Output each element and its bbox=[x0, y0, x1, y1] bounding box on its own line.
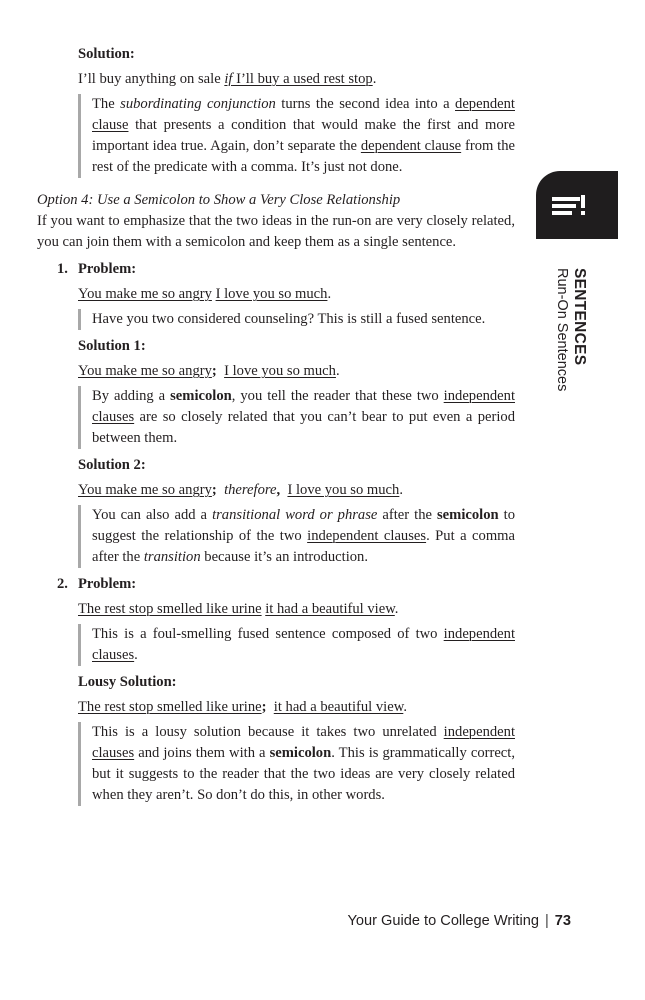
item2-lousy-note: This is a lousy solution because it takes two unrelated independent clauses and joins them with a semicolon. This is grammatically correct, but it suggests to the reader that the two ideas are very closely related when they aren’t. So don’t do this, in other words. bbox=[78, 722, 515, 806]
item1-problem-heading: 1. Problem: bbox=[57, 261, 137, 277]
item1-solution2-note: You can also add a transitional word or phrase after the semicolon to suggest the relationship of the two independent clauses. Put a comma after the transition because it’s an introduction. bbox=[78, 505, 515, 568]
chapter-subtitle: Run-On Sentences bbox=[554, 268, 570, 392]
item2-problem-sentence: The rest stop smelled like urine it had a beautiful view. bbox=[78, 601, 399, 617]
item1-solution1-sentence: You make me so angry; I love you so much. bbox=[78, 363, 340, 379]
solution-sentence: I’ll buy anything on sale if I’ll buy a used rest stop. bbox=[78, 71, 377, 87]
solution-explanation: The subordinating conjunction turns the second idea into a dependent clause that presents a condition that would make the first and more important idea true. Again, don’t separate the dependent clause from the rest of the predicate with a comma. It’s just not done. bbox=[78, 94, 515, 178]
item2-problem-heading: 2. Problem: bbox=[57, 576, 137, 592]
item2-lousy-heading: Lousy Solution: bbox=[78, 674, 177, 690]
item1-problem-note: Have you two considered counseling? This is still a fused sentence. bbox=[78, 309, 515, 330]
option4-intro: If you want to emphasize that the two ideas in the run-on are very closely related, you can join them with a semicolon and keep them as a single sentence. bbox=[37, 213, 515, 250]
footer-separator: | bbox=[544, 913, 549, 929]
page-number: 73 bbox=[554, 913, 571, 929]
item1-solution2-sentence: You make me so angry; therefore, I love you so much. bbox=[78, 482, 403, 498]
sentence-lines-icon bbox=[552, 193, 588, 217]
item1-problem-sentence: You make me so angry I love you so much. bbox=[78, 286, 332, 302]
item2-lousy-sentence: The rest stop smelled like urine; it had a beautiful view. bbox=[78, 699, 407, 715]
option4-title: Option 4: Use a Semicolon to Show a Very Close Relationship bbox=[37, 192, 401, 208]
chapter-tab bbox=[536, 171, 618, 239]
item1-solution1-heading: Solution 1: bbox=[78, 338, 146, 354]
item1-solution1-note: By adding a semicolon, you tell the reader that these two independent clauses are so closely related that you can’t bear to put even a period between them. bbox=[78, 386, 515, 449]
chapter-title: SENTENCES bbox=[571, 268, 588, 366]
item2-problem-note: This is a foul-smelling fused sentence composed of two independent clauses. bbox=[78, 624, 515, 666]
item1-solution2-heading: Solution 2: bbox=[78, 457, 146, 473]
page-footer bbox=[348, 911, 571, 932]
page-content bbox=[37, 44, 515, 806]
solution-heading: Solution: bbox=[78, 46, 135, 62]
chapter-side-label bbox=[544, 268, 614, 398]
book-title: Your Guide to College Writing bbox=[347, 913, 539, 929]
